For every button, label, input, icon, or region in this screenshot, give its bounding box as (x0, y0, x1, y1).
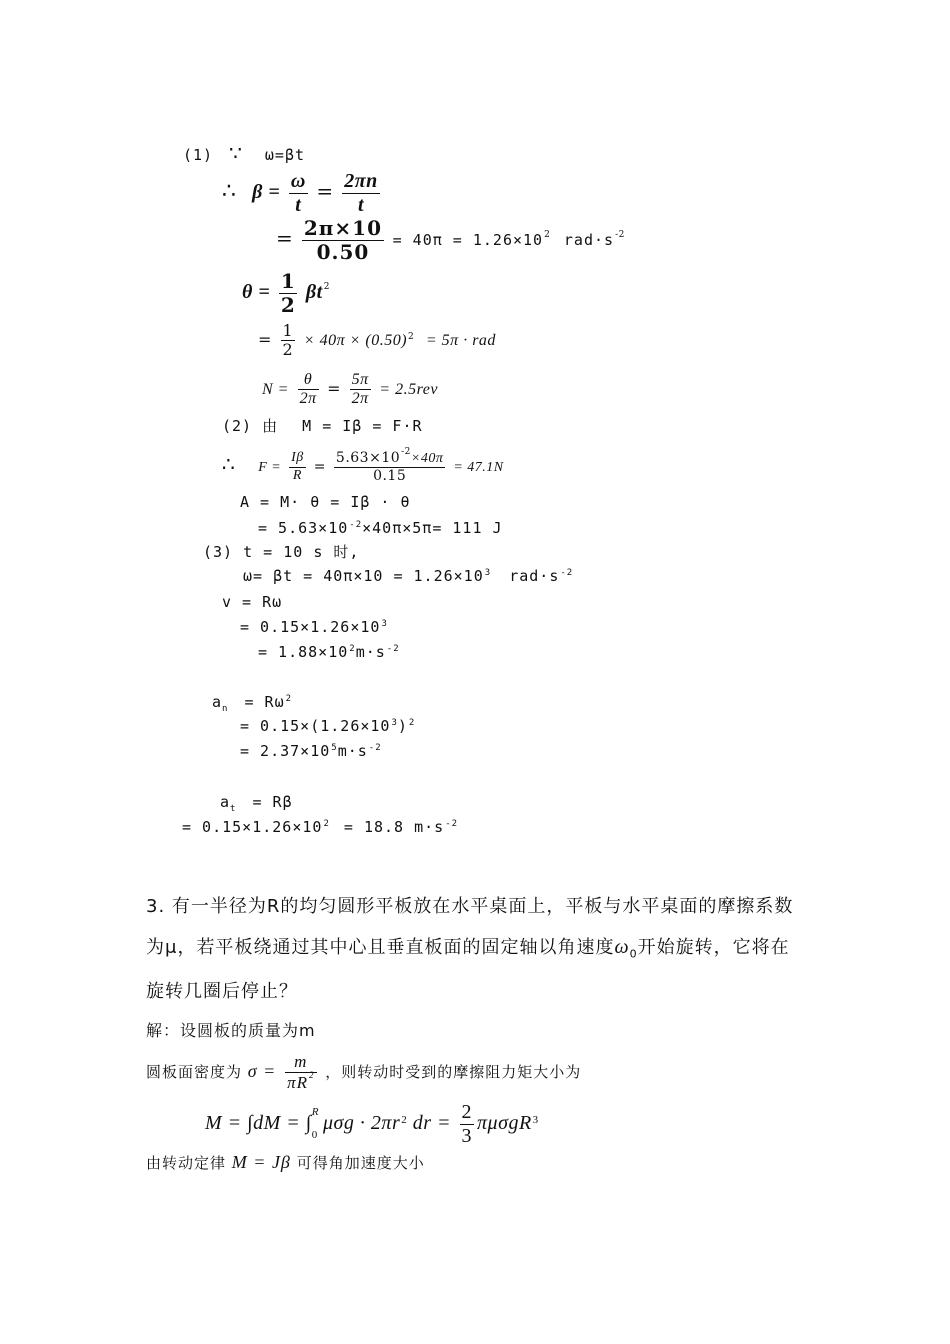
f-fraction-2 (334, 446, 445, 484)
v-line-3 (258, 642, 400, 662)
an-eq: = Rω (244, 693, 285, 711)
equals: = (313, 459, 326, 475)
frac-num: 1 (280, 269, 296, 293)
exponent: -2 (615, 230, 625, 240)
at2-a: = 0.15×1.26×10 (182, 818, 323, 836)
exponent: 5 (331, 743, 338, 753)
density-b: ，则转动时受到的摩擦阻力矩大小为 (325, 1063, 582, 1081)
part1-label: (1) (183, 146, 214, 164)
density-a: 圆板面密度为 (146, 1063, 243, 1081)
f-result: = 47.1N (453, 460, 504, 475)
unit: rad·s (563, 231, 615, 249)
n-result: = 2.5rev (379, 381, 438, 398)
exponent: 2 (309, 1070, 315, 1080)
omega-equation: ω=βt (264, 146, 306, 164)
at-label: a (220, 793, 231, 811)
frac-num: θ (298, 371, 319, 390)
frac-den: 3 (461, 1124, 473, 1147)
an2-b: ) (397, 717, 408, 735)
work-b: ×40π×5π= 111 J (362, 519, 503, 537)
at-line-1 (220, 792, 293, 819)
frac-num: m (285, 1052, 316, 1073)
frac-den: t (357, 194, 365, 216)
m-dr: dr = (412, 1112, 452, 1134)
m-lhs: M = ∫dM = ∫ (205, 1112, 312, 1134)
f-fraction-1 (289, 450, 306, 483)
beta-result: = 40π = 1.26×10 (392, 231, 544, 249)
work-a: = 5.63×10 (258, 519, 349, 537)
two-thirds (460, 1101, 475, 1148)
sigma-lhs: σ = (247, 1061, 277, 1081)
frac-num: 2π×10 (303, 216, 383, 240)
v2-a: = 0.15×1.26×10 (240, 618, 381, 636)
at2-b: = 18.8 m·s (343, 818, 445, 836)
density-line (146, 1050, 581, 1093)
exponent: 2 (401, 1114, 408, 1126)
frac-num-a: 5.63×10 (335, 449, 401, 466)
torque-relation: M = Iβ = F·R (302, 417, 423, 435)
equals: = (327, 379, 342, 398)
frac-den: πR (287, 1073, 309, 1092)
theta-calculation (258, 320, 496, 361)
frac-num-b: ×40π (410, 450, 444, 466)
omega0: ω (614, 936, 630, 958)
frac-den: 2 (280, 293, 296, 317)
exponent: -2 (349, 520, 363, 530)
exponent: 2 (323, 282, 330, 292)
v-line-1: v = Rω (222, 593, 283, 611)
frac-num: 2 (461, 1100, 473, 1123)
frac-num: 1 (282, 320, 294, 340)
exponent: 3 (484, 568, 492, 578)
beta-calculation (276, 215, 625, 264)
force-equation (222, 443, 504, 489)
frac-num: Iβ (289, 450, 306, 467)
frac-den: t (295, 194, 302, 216)
theta-rhs: βt (305, 281, 323, 303)
an3-a: = 2.37×10 (240, 742, 331, 760)
problem3-line-2 (146, 937, 790, 965)
unit: m·s (337, 742, 368, 760)
work-line-2 (258, 518, 503, 538)
problem3-line-3: 旋转几圈后停止？ (146, 981, 298, 1002)
therefore-symbol: ∴ (222, 452, 236, 476)
theta-result: = 5π · rad (425, 332, 496, 349)
frac-num: 5π (350, 371, 371, 390)
at-line-2 (182, 817, 458, 837)
frac-den: 0.15 (373, 468, 407, 484)
subscript: t (230, 804, 237, 814)
rot-b: 可得角加速度大小 (296, 1154, 425, 1172)
half-fraction (279, 270, 297, 317)
v-line-2 (240, 617, 388, 637)
exponent: 3 (391, 718, 398, 728)
equals: = (258, 330, 272, 349)
rot-a: 由转动定律 (146, 1154, 227, 1172)
rot-eq: M = Jβ (231, 1152, 291, 1172)
exponent: 2 (408, 332, 415, 342)
part2-label: (2) 由 (222, 417, 279, 435)
beta-fraction-2 (342, 170, 380, 217)
beta-equation (222, 170, 383, 217)
exponent: 2 (323, 819, 330, 829)
exponent: -2 (560, 568, 574, 578)
exponent: 3 (381, 619, 388, 629)
beta-calc-fraction (302, 217, 384, 264)
part3-label: (3) t = 10 s 时, (203, 543, 360, 561)
n-lhs: N = (262, 381, 289, 398)
f-lhs: F = (258, 460, 282, 475)
problem3-line-1: 3. 有一半径为R的均匀圆形平板放在水平桌面上，平板与水平桌面的摩擦系数 (146, 896, 794, 917)
equals: = (276, 226, 294, 250)
solution-line: 解：设圆板的质量为m (146, 1021, 316, 1040)
theta-lhs: θ = (242, 281, 271, 303)
an-line-2 (240, 716, 415, 736)
half-fraction-2 (281, 322, 296, 360)
an2-a: = 0.15×(1.26×10 (240, 717, 391, 735)
because-symbol: ∵ (229, 141, 243, 165)
work-line-1: A = M· θ = Iβ · θ (240, 493, 411, 511)
frac-den: 2π (351, 390, 369, 407)
m-mid: μσg · 2πr (323, 1112, 401, 1134)
line2-a: 为μ，若平板绕通过其中心且垂直板面的固定轴以角速度 (146, 937, 615, 958)
n-fraction-2 (350, 371, 371, 409)
part2-label-line (222, 416, 423, 436)
frac-num: 2πn (344, 170, 378, 192)
exponent: -2 (386, 644, 400, 654)
exponent: 2 (349, 644, 356, 654)
an-label: a (212, 693, 223, 711)
exponent: -2 (445, 819, 459, 829)
subscript: n (222, 704, 229, 714)
theta-equation (242, 270, 330, 317)
v3-a: = 1.88×10 (258, 643, 349, 661)
part1-label-line (183, 143, 305, 165)
exponent: -2 (368, 743, 382, 753)
revolutions-equation (262, 368, 438, 411)
frac-den: 2 (282, 340, 294, 359)
subscript: 0 (629, 947, 638, 961)
exponent: -2 (401, 446, 411, 457)
rotation-law-line (146, 1152, 425, 1173)
sigma-fraction (285, 1052, 316, 1092)
theta-calc: × 40π × (0.50) (303, 332, 408, 349)
exponent: 2 (544, 230, 551, 240)
line2-b: 开始旋转，它将在 (637, 937, 790, 958)
beta-fraction-1 (289, 170, 308, 217)
torque-integral (205, 1095, 539, 1151)
equals: = (316, 179, 334, 203)
frac-num: ω (290, 170, 306, 192)
at-eq: = Rβ (252, 793, 293, 811)
an-line-1 (212, 692, 292, 719)
unit: rad·s (509, 567, 560, 585)
omega-line (243, 566, 573, 586)
therefore-symbol: ∴ (222, 179, 237, 204)
frac-den: R (292, 467, 302, 483)
frac-den: 2π (299, 390, 317, 407)
exponent: 2 (285, 694, 293, 704)
frac-den: 0.50 (316, 240, 370, 264)
int-upper: R (311, 1106, 320, 1119)
exponent: 3 (532, 1114, 539, 1126)
an-line-3 (240, 741, 382, 761)
n-fraction-1 (298, 371, 319, 409)
int-lower: 0 (311, 1129, 318, 1142)
exponent: 2 (408, 718, 416, 728)
m-tail: πμσgR (477, 1112, 532, 1134)
unit: m·s (355, 643, 386, 661)
omega-a: ω= βt = 40π×10 = 1.26×10 (243, 567, 484, 585)
beta-lhs: β = (252, 181, 281, 203)
